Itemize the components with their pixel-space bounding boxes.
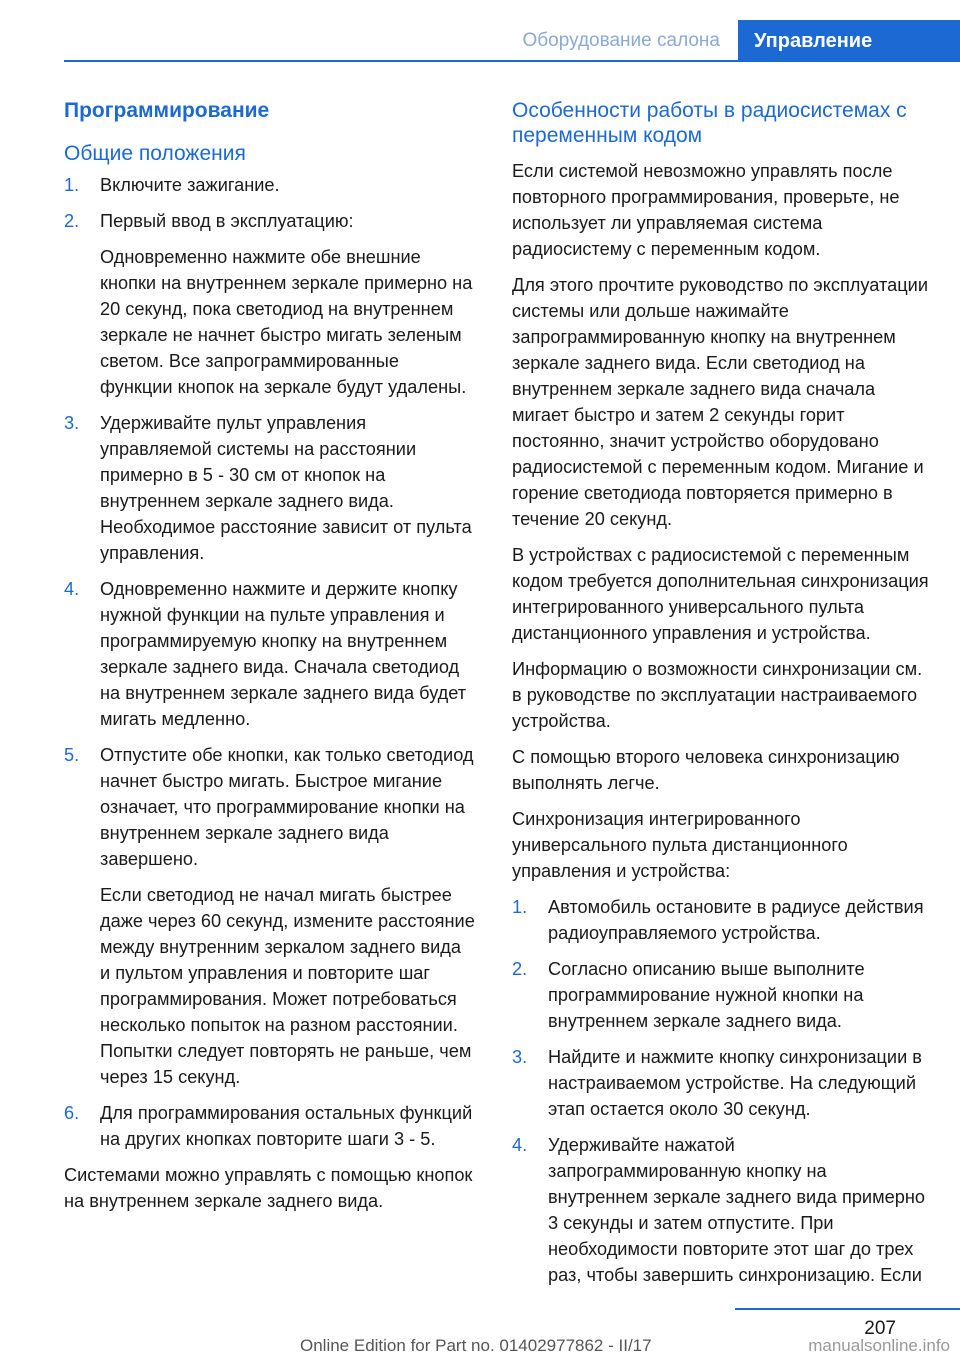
header-chapter-tab: Управление xyxy=(738,20,960,62)
step-number: 4. xyxy=(64,579,80,600)
step-note: Одновременно нажмите обе внешние кнопки на внутреннем зеркале примерно на 20 секунд, пока светодиод на внутреннем зеркале не начнет быстро мигать зеленым светом. Все запрограммированные функции кнопок на зеркале будут удалены. xyxy=(100,247,473,398)
list-item xyxy=(512,956,930,1034)
step-text: Включите зажигание. xyxy=(100,175,280,196)
step-note: Если светодиод не начал мигать быстрее даже через 60 секунд, измените расстояние между внутренним зеркалом заднего вида и пультом управления и повторите шаг программирования. Может потребоваться несколько попыток на разном расстоянии. Попытки следует повторять не раньше, чем через 15 секунд. xyxy=(100,885,475,1088)
paragraph: Если системой невозможно управлять после повторного программирования, проверьте, не использует ли управляемая система радиосистему с переменным кодом. xyxy=(512,161,900,260)
header-section-title: Оборудование салона xyxy=(522,30,720,51)
edition-note: Online Edition for Part no. 01402977862 - II/17 xyxy=(300,1336,652,1355)
section-title: Программирование xyxy=(64,99,270,122)
footer-rule xyxy=(735,1308,960,1310)
step-number: 1. xyxy=(64,175,80,196)
list-item xyxy=(512,1044,930,1122)
list-item xyxy=(64,410,476,566)
paragraph: С помощью второго человека синхронизацию выполнять легче. xyxy=(512,747,900,794)
programming-steps xyxy=(64,172,476,1152)
list-item xyxy=(64,208,476,400)
list-item xyxy=(512,894,930,946)
left-column xyxy=(64,98,476,1224)
step-number: 5. xyxy=(64,745,80,766)
paragraph: Синхронизация интегрированного универсального пульта дистанционного управления и устройства: xyxy=(512,809,848,882)
step-number: 3. xyxy=(512,1047,528,1068)
list-item xyxy=(64,1100,476,1152)
step-text: Отпустите обе кнопки, как только светодиод начнет быстро мигать. Быстрое мигание означает, что программирование кнопки на внутреннем зеркале заднего вида завершено. xyxy=(100,745,474,870)
right-column xyxy=(512,98,930,1298)
step-text: Согласно описанию выше выполните программирование нужной кнопки на внутреннем зеркале заднего вида. xyxy=(548,959,865,1032)
paragraph: В устройствах с радиосистемой с переменным кодом требуется дополнительная синхронизация интегрированного универсального пульта дистанционного управления и устройства. xyxy=(512,545,929,644)
step-text: Удерживайте пульт управления управляемой системы на расстоянии примерно в 5 - 30 см от кнопок на внутреннем зеркале заднего вида. Необходимое расстояние зависит от пульта управления. xyxy=(100,413,472,564)
paragraph: Информацию о возможности синхронизации см. в руководстве по эксплуатации настраиваемого устройства. xyxy=(512,659,923,732)
rolling-code-title: Особенности работы в радиосистемах с переменным кодом xyxy=(512,99,907,148)
list-item xyxy=(64,576,476,732)
watermark: manualsonline.info xyxy=(808,1336,950,1355)
subsection-title: Общие положения xyxy=(64,142,246,166)
sync-steps xyxy=(512,894,930,1288)
step-number: 1. xyxy=(512,897,528,918)
step-text: Удерживайте нажатой запрограммированную кнопку на внутреннем зеркале заднего вида примерно 3 секунды и затем отпустите. При необходимости повторите этот шаг до трех раз, чтобы завершить синхронизацию. Если xyxy=(548,1135,925,1286)
closing-paragraph: Системами можно управлять с помощью кнопок на внутреннем зеркале заднего вида. xyxy=(64,1165,473,1212)
list-item xyxy=(512,1132,930,1288)
step-number: 3. xyxy=(64,413,80,434)
step-text: Автомобиль остановите в радиусе действия радиоуправляемого устройства. xyxy=(548,897,924,944)
step-number: 4. xyxy=(512,1135,528,1156)
list-item xyxy=(64,172,476,198)
paragraph: Для этого прочтите руководство по эксплуатации системы или дольше нажимайте запрограммированную кнопку на внутреннем зеркале заднего вида. Если светодиод на внутреннем зеркале заднего вида сначала мигает быстро и затем 2 секунды горит постоянно, значит устройство оборудовано радиосистемой с переменным кодом. Мигание и горение светодиода повторяется примерно в течение 20 секунд. xyxy=(512,275,929,530)
step-text: Найдите и нажмите кнопку синхронизации в настраиваемом устройстве. На следующий этап остается около 30 секунд. xyxy=(548,1047,922,1120)
page-number: 207 xyxy=(864,1318,896,1339)
step-text: Одновременно нажмите и держите кнопку нужной функции на пульте управления и программируемую кнопку на внутреннем зеркале заднего вида. Сначала светодиод на внутреннем зеркале заднего вида будет мигать медленно. xyxy=(100,579,467,730)
list-item xyxy=(64,742,476,1090)
step-number: 6. xyxy=(64,1103,80,1124)
step-number: 2. xyxy=(64,211,80,232)
step-text: Для программирования остальных функций на других кнопках повторите шаги 3 - 5. xyxy=(100,1103,473,1150)
step-number: 2. xyxy=(512,959,528,980)
step-text: Первый ввод в эксплуатацию: xyxy=(100,211,354,232)
